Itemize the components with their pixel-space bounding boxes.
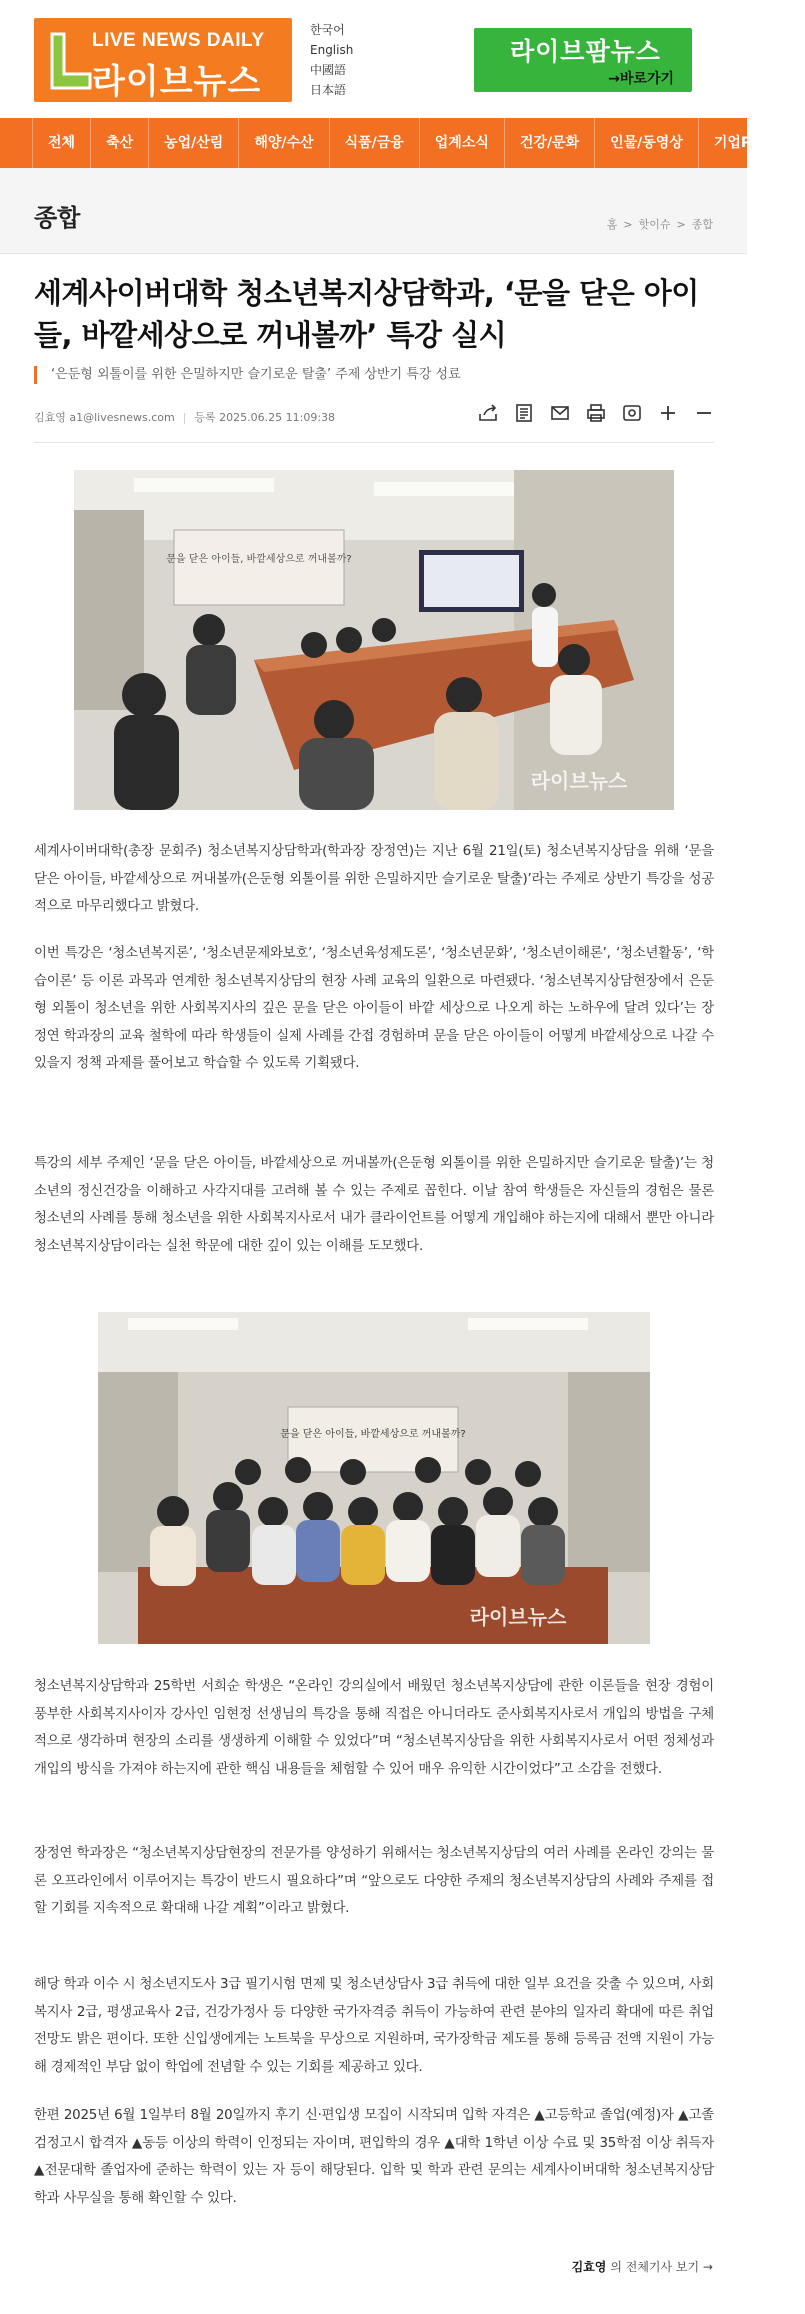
lang-japanese[interactable]: 日本語 <box>310 83 347 97</box>
nav-item-fisheries[interactable]: 해양/수산 <box>239 118 329 168</box>
scrap-icon[interactable] <box>621 402 643 424</box>
email-icon[interactable] <box>549 402 571 424</box>
author-more-articles-link[interactable] <box>572 2258 713 2275</box>
article-photo-lecture <box>74 470 674 810</box>
article-byline <box>34 409 335 425</box>
language-switcher <box>310 20 353 100</box>
nav-item-all[interactable]: 전체 <box>32 118 91 168</box>
header-divider <box>34 442 714 443</box>
article-paragraph: 특강의 세부 주제인 ‘문을 닫은 아이들, 바깥세상으로 꺼내볼까(은둔형 외톨이를 위한 은밀하지만 슬기로운 탈출)’는 청소년의 정신건강을 이해하고 사각지대를 고려해 볼 수 있는 주제로 꼽힌다. 이날 참여 학생들은 자신들의 경험은 물론 청소년의 사례를 통해 청소년을 위한 사회복지사로서 내가 클라이언트를 어떻게 개입해야 하는지에 대해서 뿐만 아니라 청소년복지상담이라는 실천 학문에 대한 깊이 있는 이해를 도모했다. <box>34 1156 714 1254</box>
crumb-home[interactable]: 홈 <box>606 218 618 231</box>
article-subheadline: ‘은둔형 외톨이를 위한 은밀하지만 슬기로운 탈출’ 주제 상반기 특강 성료 <box>34 366 714 384</box>
breadcrumb <box>607 216 713 232</box>
article-paragraph: 해당 학과 이수 시 청소년지도사 3급 필기시험 면제 및 청소년상담사 3급 취득에 대한 일부 요건을 갖출 수 있으며, 사회복지사 2급, 평생교육사 2급, 건강가정사 등 다양한 국가자격증 취득이 가능하여 관련 분야의 일자리 확대에 따른 취업 전망도 밝은 편이다. 또한 신입생에게는 노트북을 무상으로 지원하며, 국가장학금 제도를 통해 등록금 전액 지원이 가능해 경제적인 부담 없이 학업에 전념할 수 있는 기회를 제공하고 있다. <box>34 1977 714 2075</box>
banner-title: 라이브팜뉴스 <box>510 37 661 66</box>
publish-date: 등록 2025.06.25 11:09:38 <box>194 411 336 424</box>
font-increase-icon[interactable] <box>657 402 679 424</box>
article-paragraph: 청소년복지상담학과 25학번 서희순 학생은 “온라인 강의실에서 배웠던 청소년복지상담에 관한 이론들을 현장 경험이 풍부한 사회복지사이자 강사인 임현정 선생님의 특강을 통해 직접은 아니더라도 준사회복지사로서 개입의 방법을 구체적으로 생각하며 현장의 소리를 생생하게 이해할 수 있었다”며 “청소년복지상담을 위한 사회복지사로서 어떤 정체성과 개입의 방식을 가져야 하는지에 관한 핵심 내용들을 체험할 수 있어 매우 유익한 시간이었다”고 소감을 전했다. <box>34 1679 714 1777</box>
livefarm-banner[interactable] <box>474 28 692 92</box>
share-icon[interactable] <box>477 402 499 424</box>
nav-item-agriculture[interactable]: 농업/산림 <box>149 118 239 168</box>
article-list-icon[interactable] <box>513 402 535 424</box>
photo1-banner-text: 문을 닫은 아이들, 바깥세상으로 꺼내볼까? <box>166 554 352 565</box>
lang-korean[interactable]: 한국어 <box>310 23 345 37</box>
nav-item-livestock[interactable]: 축산 <box>91 118 149 168</box>
author-email[interactable]: 김효영 a1@livesnews.com <box>34 411 175 424</box>
crumb-separator: > <box>623 217 633 231</box>
section-header <box>0 168 747 254</box>
article-toolbar <box>477 402 715 424</box>
lang-chinese[interactable]: 中國語 <box>310 63 347 77</box>
more-author-name: 김효영 <box>571 2260 607 2274</box>
logo-english-text: LIVE NEWS DAILY <box>92 30 265 51</box>
font-decrease-icon[interactable] <box>693 402 715 424</box>
article-paragraph: 장정연 학과장은 “청소년복지상담현장의 전문가를 양성하기 위해서는 청소년복지상담의 여러 사례를 온라인 강의는 물론 오프라인에서 이루어지는 특강이 반드시 필요하다”며 “앞으로도 다양한 주제의 청소년복지상담의 사례와 주제를 접할 기회를 지속적으로 확대해 나갈 계획”이라고 밝혔다. <box>34 1846 714 1916</box>
crumb-hot-issue[interactable]: 핫이슈 <box>638 218 671 231</box>
nav-item-people-video[interactable]: 인물/동영상 <box>595 118 699 168</box>
lang-english[interactable]: English <box>310 43 354 57</box>
photo2-watermark: 라이브뉴스 <box>469 1605 567 1629</box>
main-nav <box>0 118 789 168</box>
print-icon[interactable] <box>585 402 607 424</box>
article-paragraph: 한편 2025년 6월 1일부터 8월 20일까지 후기 신·편입생 모집이 시작되며 입학 자격은 ▲고등학교 졸업(예정)자 ▲고졸 검정고시 합격자 ▲동등 이상의 학력이 인정되는 자이며, 편입학의 경우 ▲대학 1학년 이상 수료 및 35학점 이상 취득자 ▲전문대학 졸업자에 준하는 학력이 있는 자 등이 해당된다. 입학 및 학과 관련 문의는 세계사이버대학 청소년복지상담학과 사무실을 통해 확인할 수 있다. <box>34 2108 714 2206</box>
article-paragraph: 세계사이버대학(총장 문회주) 청소년복지상담학과(학과장 장정연)는 지난 6월 21일(토) 청소년복지상담을 위해 ‘문을 닫은 아이들, 바깥세상으로 꺼내볼까(은둔형 외톨이를 위한 은밀하지만 슬기로운 탈출)’라는 주제로 상반기 특강을 성공적으로 마무리했다고 밝혔다. <box>34 844 714 914</box>
article-headline: 세계사이버대학 청소년복지상담학과, ‘문을 닫은 아이들, 바깥세상으로 꺼내볼까’ 특강 실시 <box>34 276 699 352</box>
photo1-watermark: 라이브뉴스 <box>530 769 628 793</box>
byline-divider: | <box>182 410 187 424</box>
banner-link: →바로가기 <box>608 71 674 87</box>
article-paragraph: 이번 특강은 ‘청소년복지론’, ‘청소년문제와보호’, ‘청소년육성제도론’, ‘청소년문화’, ‘청소년이해론’, ‘청소년활동’, ‘학습이론’ 등 이론 과목과 연계한 청소년복지상담의 현장 사례 교육의 일환으로 마련됐다. ‘청소년복지상담현장에서 은둔형 외톨이 청소년을 위한 사회복지사의 깊은 문을 닫은 아이들이 바깥 세상으로 나오게 하는 노하우에 달려 있다’는 장정연 학과장의 교육 철학에 따라 학생들이 실제 사례를 간접 경험하며 문을 닫은 아이들이 어떻게 바깥세상으로 나갈 수 있을지 정책 과제를 풀어보고 학습할 수 있도록 기획됐다. <box>34 946 714 1071</box>
photo2-banner-text: 문을 닫은 아이들, 바깥세상으로 꺼내볼까? <box>280 1429 466 1440</box>
site-logo[interactable] <box>34 18 292 102</box>
article-photo-group <box>98 1312 650 1644</box>
nav-item-corporate-pr[interactable]: 기업PR코너 <box>699 118 805 168</box>
nav-item-food-finance[interactable]: 식품/금융 <box>330 118 420 168</box>
site-header <box>0 0 747 118</box>
nav-item-health-culture[interactable]: 건강/문화 <box>505 118 595 168</box>
more-articles-text: 의 전체기사 보기 → <box>610 2260 713 2274</box>
nav-item-industry[interactable]: 업계소식 <box>420 118 505 168</box>
crumb-general[interactable]: 종합 <box>691 218 713 231</box>
logo-l-icon <box>46 30 96 92</box>
crumb-separator: > <box>676 217 686 231</box>
section-title: 종합 <box>34 204 81 232</box>
logo-korean-text: 라이브뉴스 <box>92 62 262 102</box>
